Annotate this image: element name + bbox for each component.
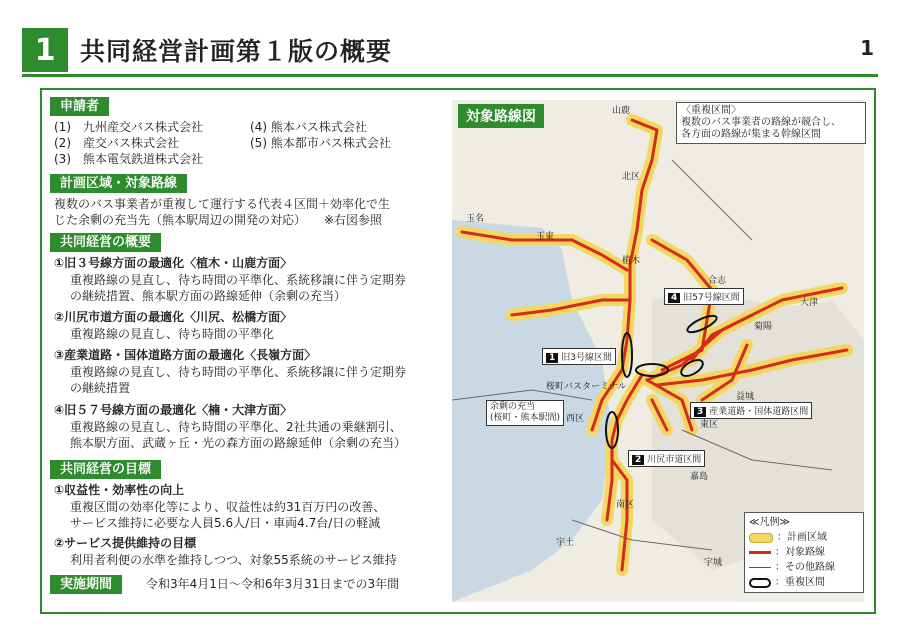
zone-label-4 bbox=[664, 288, 744, 305]
surplus-line: 余剰の充当 bbox=[490, 402, 536, 412]
legend-label: ：その他路線 bbox=[775, 562, 835, 573]
applicant-item: (2) 産交バス株式会社 bbox=[54, 136, 179, 150]
surplus-line: (桜町・熊本駅間) bbox=[490, 413, 561, 423]
legend-title: ≪凡例≫ bbox=[749, 517, 790, 528]
legend-row bbox=[749, 545, 859, 560]
legend-row bbox=[749, 530, 859, 545]
zone-number: 2 bbox=[632, 455, 644, 465]
applicant-item: (4) 熊本バス株式会社 bbox=[250, 120, 367, 134]
period-text: 令和3年4月1日～令和6年3月31日までの3年間 bbox=[146, 577, 400, 591]
section-number-badge: 1 bbox=[22, 28, 68, 72]
overview-item-title: ①旧３号線方面の最適化〈植木・山鹿方面〉 bbox=[54, 256, 293, 270]
target-route-swatch bbox=[749, 551, 771, 554]
goal-item-text: 重複区間の効率化等により、収益性は約31百万円の改善、 bbox=[70, 500, 386, 514]
terminal-label: 桜町バスターミナル bbox=[546, 382, 627, 392]
place-label: 菊陽 bbox=[754, 322, 773, 332]
overlap-note bbox=[676, 102, 866, 144]
zone-name: 川尻市道区間 bbox=[647, 455, 702, 465]
place-label: 北区 bbox=[622, 172, 641, 182]
other-route-swatch bbox=[749, 567, 771, 568]
period-heading: 実施期間 bbox=[50, 575, 122, 594]
overview-item-title: ③産業道路・国体道路方面の最適化〈長嶺方面〉 bbox=[54, 348, 317, 362]
zone-number: 3 bbox=[694, 407, 706, 417]
place-label: 玉東 bbox=[536, 232, 555, 242]
place-label: 西区 bbox=[566, 414, 585, 424]
zone-name: 旧57号線区間 bbox=[683, 293, 740, 303]
surplus-label bbox=[486, 400, 564, 426]
area-text: 複数のバス事業者が重複して運行する代表４区間＋効率化で生 bbox=[54, 197, 391, 211]
zone-label-1 bbox=[542, 348, 616, 365]
map-legend bbox=[744, 512, 864, 593]
place-label: 南区 bbox=[616, 500, 635, 510]
applicants-heading: 申請者 bbox=[50, 97, 109, 116]
overview-item-text: 重複路線の見直し、待ち時間の平準化、系統移譲に伴う定期券 bbox=[70, 273, 407, 287]
overview-item-text: の継続措置、熊本駅方面の路線延伸（余剰の充当） bbox=[70, 289, 347, 303]
place-label: 宇土 bbox=[556, 538, 575, 548]
area-text: じた余剰の充当先（熊本駅周辺の開発の対応） ※右図参照 bbox=[54, 213, 383, 227]
map-title: 対象路線図 bbox=[458, 104, 544, 128]
goal-item-title: ②サービス提供維持の目標 bbox=[54, 536, 197, 550]
legend-label: ：重複区間 bbox=[775, 577, 825, 588]
applicant-item: (1) 九州産交バス株式会社 bbox=[54, 120, 203, 134]
note-line: 各方面の路線が集まる幹線区間 bbox=[681, 129, 821, 140]
zone-number: 1 bbox=[546, 353, 558, 363]
place-label: 大津 bbox=[800, 298, 819, 308]
goal-item-text: 利用者利便の水準を維持しつつ、対象55系統のサービス維持 bbox=[70, 553, 397, 567]
legend-label: ：計画区域 bbox=[777, 532, 827, 543]
place-label: 山鹿 bbox=[612, 106, 631, 116]
overview-item-title: ②川尻市道方面の最適化〈川尻、松橋方面〉 bbox=[54, 310, 293, 324]
zone-name: 旧3号線区間 bbox=[561, 353, 612, 363]
legend-label: ：対象路線 bbox=[775, 547, 825, 558]
overview-item-title: ④旧５７号線方面の最適化〈楠・大津方面〉 bbox=[54, 403, 293, 417]
note-line: 〈重複区間〉 bbox=[681, 105, 741, 116]
overview-item-text: 重複路線の見直し、待ち時間の平準化、2社共通の乗継割引、 bbox=[70, 420, 402, 434]
applicant-item: (3) 熊本電気鉄道株式会社 bbox=[54, 152, 203, 166]
legend-row bbox=[749, 560, 859, 575]
zone-label-2 bbox=[628, 450, 705, 467]
page-number: 1 bbox=[860, 36, 874, 60]
overview-item-text: 重複路線の見直し、待ち時間の平準化、系統移譲に伴う定期券 bbox=[70, 365, 407, 379]
zone-number: 4 bbox=[668, 293, 680, 303]
goals-heading: 共同経営の目標 bbox=[50, 460, 161, 479]
note-line: 複数のバス事業者の路線が競合し、 bbox=[681, 117, 841, 128]
legend-row bbox=[749, 575, 859, 590]
area-heading: 計画区域・対象路線 bbox=[50, 174, 187, 193]
place-label: 東区 bbox=[700, 420, 719, 430]
goal-item-title: ①収益性・効率性の向上 bbox=[54, 483, 185, 497]
page-title: 共同経営計画第１版の概要 bbox=[80, 37, 393, 66]
place-label: 嘉島 bbox=[690, 472, 709, 482]
place-label: 合志 bbox=[708, 276, 727, 286]
place-label: 植木 bbox=[622, 256, 641, 266]
overlap-swatch bbox=[749, 578, 771, 588]
overview-heading: 共同経営の概要 bbox=[50, 233, 161, 252]
place-label: 益城 bbox=[736, 392, 755, 402]
applicant-item: (5) 熊本都市バス株式会社 bbox=[250, 136, 391, 150]
overview-item-text: の継続措置 bbox=[70, 381, 131, 395]
zone-name: 産業道路・国体道路区間 bbox=[709, 407, 809, 417]
overview-item-text: 重複路線の見直し、待ち時間の平準化 bbox=[70, 327, 275, 341]
place-label: 宇城 bbox=[704, 558, 723, 568]
header-divider bbox=[22, 74, 878, 77]
plan-area-swatch bbox=[749, 533, 773, 543]
place-label: 玉名 bbox=[466, 214, 485, 224]
goal-item-text: サービス維持に必要な人員5.6人/日・車両4.7台/日の軽減 bbox=[70, 516, 381, 530]
overview-item-text: 熊本駅方面、武蔵ヶ丘・光の森方面の路線延伸（余剰の充当） bbox=[70, 436, 407, 450]
